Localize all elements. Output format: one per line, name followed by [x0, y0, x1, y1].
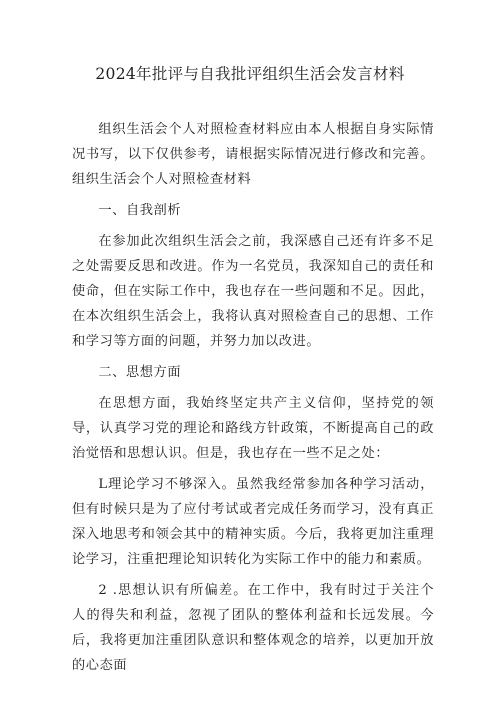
thought-paragraph: 在思想方面，我始终坚定共产主义信仰，坚持党的领导，认真学习党的理论和路线方针政策，不断提高自己的政治觉悟和思想认识。但是，我也存在一些不足之处：: [72, 396, 434, 461]
self-analysis-paragraph: 在参加此次组织生活会之前，我深感自己还有许多不足之处需要反思和改进。作为一名党员，我深知自己的责任和使命，但在实际工作中，我也存在一些问题和不足。因此，在本次组织生活会上，我将认真对照检查自己的思想、工作和学习等方面的问题，并努力加以改进。: [72, 234, 434, 349]
document-body: [72, 117, 434, 678]
document-title: 2024年批评与自我批评组织生活会发言材料: [95, 65, 405, 83]
section-heading-self-analysis: 一、自我剖析: [98, 203, 182, 218]
thought-item-2: 2 .思想认识有所偏差。在工作中，我有时过于关注个人的得失和利益，忽视了团队的整体利益和长远发展。今后，我将更加注重团队意识和整体观念的培养，以更加开放的心态面: [72, 583, 434, 673]
thought-item-1: L理论学习不够深入。虽然我经常参加各种学习活动，但有时候只是为了应付考试或者完成任务而学习，没有真正深入地思考和领会其中的精神实质。今后，我将更加注重理论学习，注重把理论知识转化为实际工作中的能力和素质。: [72, 477, 434, 567]
intro-paragraph: 组织生活会个人对照检查材料应由本人根据自身实际情况书写，以下仅供参考，请根据实际情况进行修改和完善。组织生活会个人对照检查材料: [72, 122, 434, 187]
section-heading-thought: 二、思想方面: [98, 365, 182, 380]
